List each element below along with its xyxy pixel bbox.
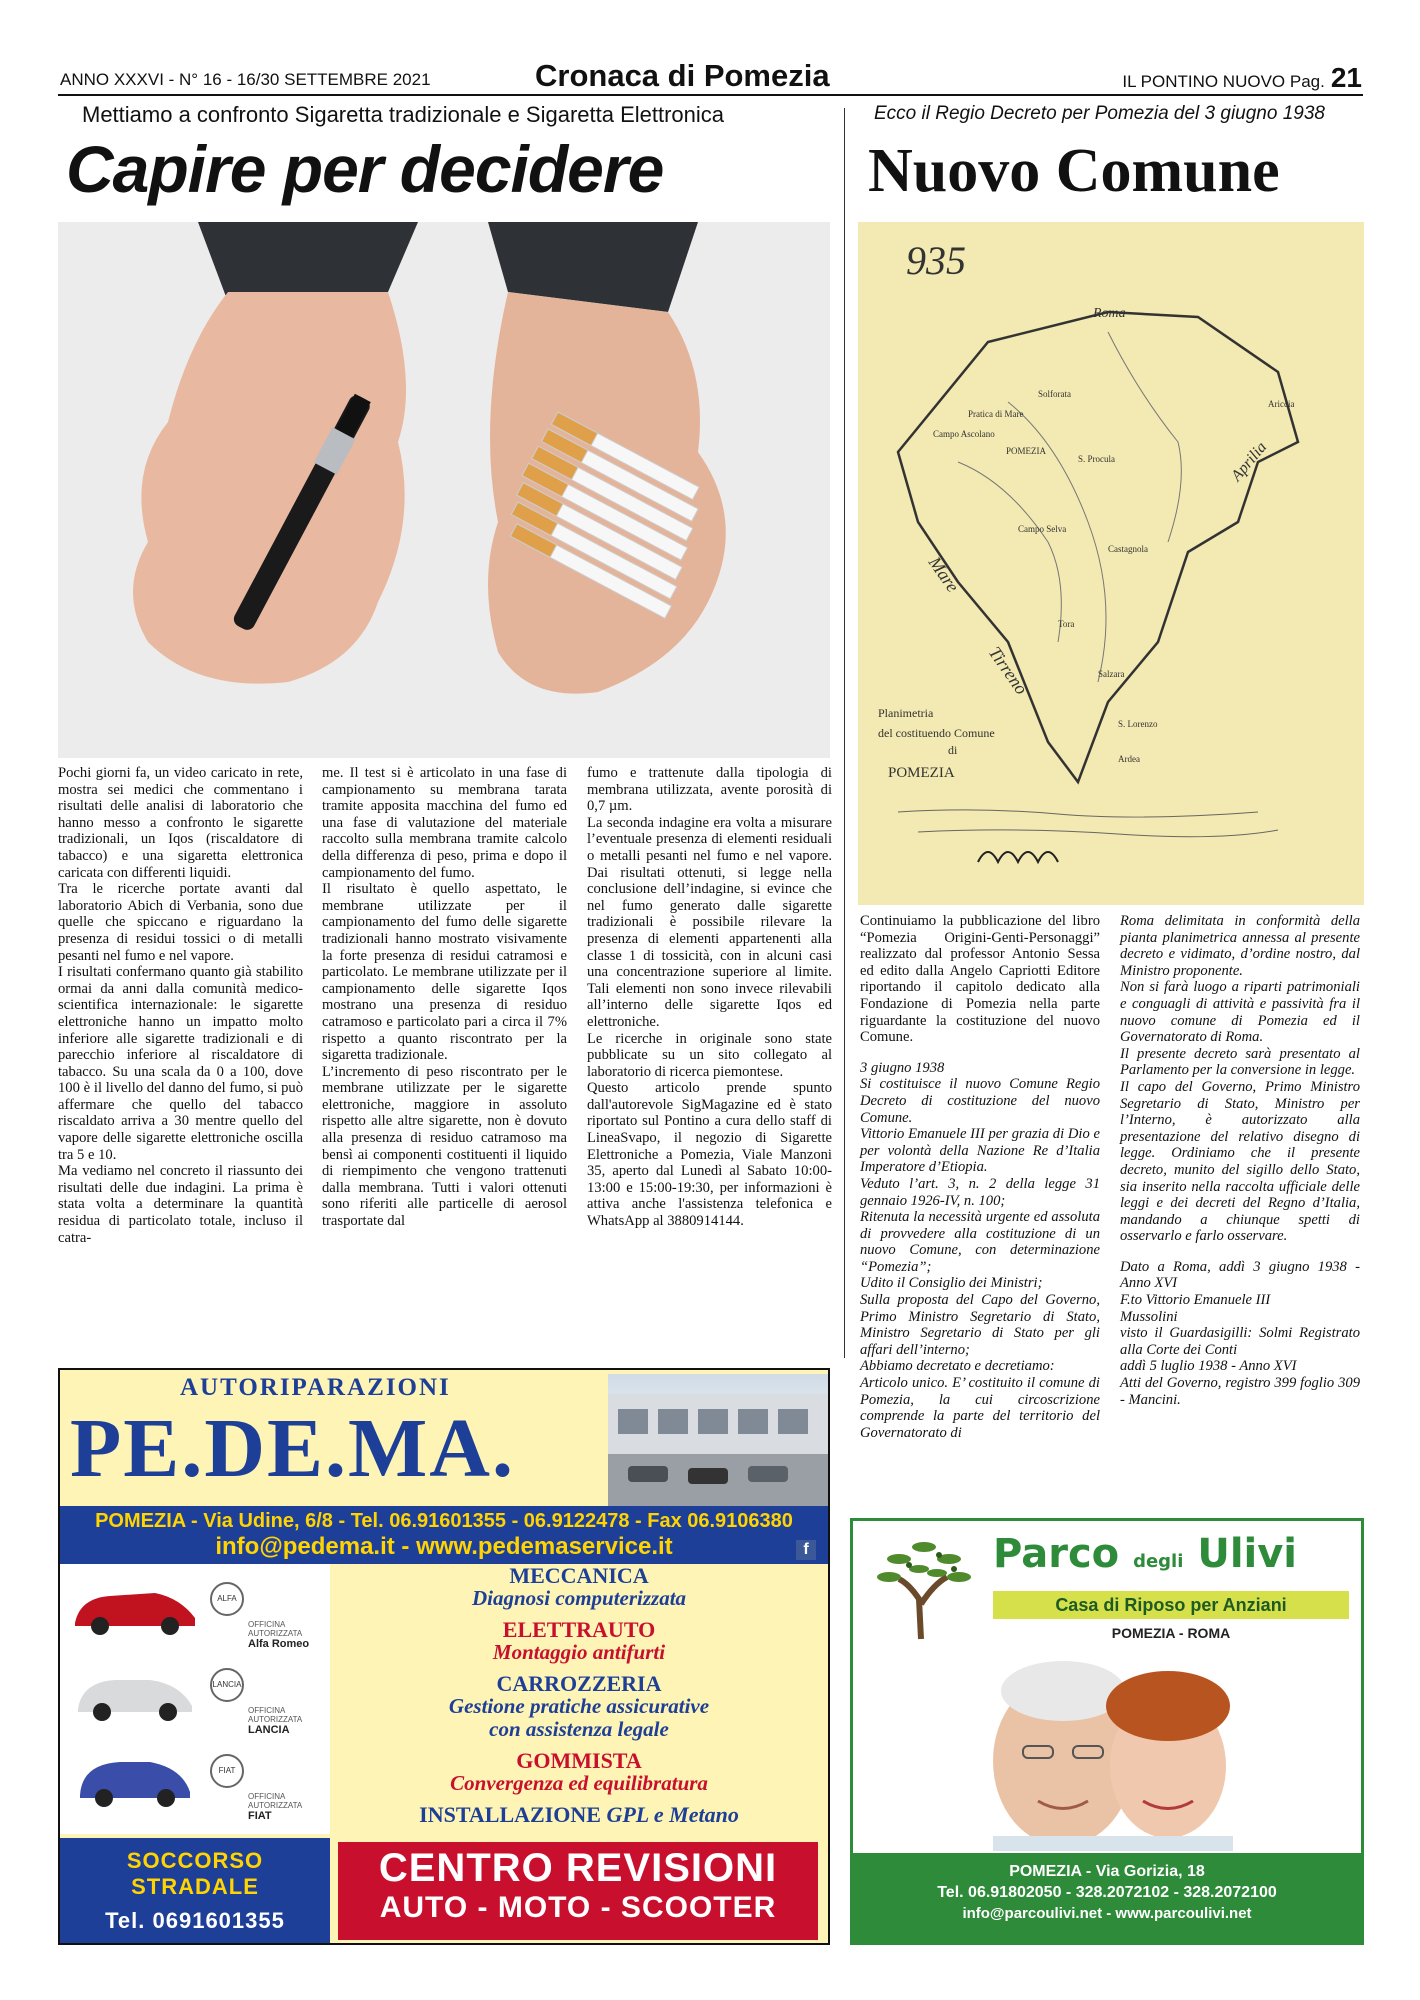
paragraph: Veduto l’art. 3, n. 2 della legge 31 gennaio 1926-IV, n. 100; <box>860 1175 1100 1209</box>
paragraph: I risultati confermano quanto già stabilito ormai da anni dalla comunità medico-scientifica internazionale: le sigarette elettroniche hanno un impatto molto inferiore alle sigarette tradizionali e di parecchio inferiore al riscaldatore di tabacco. Su una scala da 0 a 100, dove 100 è il livello del danno del fumo, si può affermare che quello del tabacco riscaldato arriva a 30 mentre quello del vapore delle sigarette elettroniche oscilla tra 5 e 10. <box>58 964 303 1163</box>
dealer-brand: Alfa Romeo <box>248 1638 310 1650</box>
gpl-italic: GPL e Metano <box>606 1802 739 1827</box>
map-place: Pratica di Mare <box>968 409 1024 419</box>
left-kicker: Mettiamo a confronto Sigaretta tradizionale e Sigaretta Elettronica <box>82 102 725 127</box>
paragraph: F.to Vittorio Emanuele III <box>1120 1292 1271 1309</box>
spacer <box>1120 1245 1360 1259</box>
paragraph: Il risultato è quello aspettato, le membrane utilizzate per il campionamento del fumo delle sigarette tradizionali hanno mostrato visivamente la forte presenza di residui catramosi e particolato. Le membrane utilizzate per il campionamento delle sigarette Iqos mostrano una presenza di residuo catramoso e particolato pari a circa il 7% rispetto a quanto riscontrato per la sigaretta tradizionale. <box>322 881 567 1064</box>
parco-web[interactable]: info@parcoulivi.net - www.parcoulivi.net <box>962 1905 1252 1922</box>
parco-name-a: Parco <box>993 1531 1134 1577</box>
dealer-line: OFFICINA AUTORIZZATA <box>248 1706 303 1724</box>
map-number: 935 <box>906 238 966 283</box>
right-headline: Nuovo Comune <box>868 137 1280 205</box>
elderly-couple-photo <box>913 1651 1313 1851</box>
lancia-logo: LANCIA <box>210 1668 244 1702</box>
revisioni-sub: AUTO - MOTO - SCOOTER <box>379 1891 777 1924</box>
header-rule <box>58 94 1363 96</box>
map-place: Solforata <box>1038 389 1071 399</box>
paragraph: Udito il Consiglio dei Ministri; <box>860 1275 1043 1292</box>
dealer-label <box>248 1706 328 1736</box>
map-place: S. Procula <box>1078 454 1115 464</box>
facebook-icon[interactable]: f <box>796 1540 816 1560</box>
historic-map <box>858 222 1364 905</box>
paragraph: Le ricerche in originale sono state pubblicate su un sito collegato al laboratorio di ricerca piemontese. <box>587 1030 832 1080</box>
spacer <box>860 1046 1100 1060</box>
parco-contacts <box>853 1853 1361 1942</box>
paragraph: Mussolini <box>1120 1308 1178 1325</box>
map-aprilia: Aprilia <box>1228 438 1271 485</box>
paragraph: Roma delimitata in conformità della pianta planimetrica annessa al presente decreto e vidimato, d’ordine nostro, dal Ministro proponente. <box>1120 913 1360 979</box>
paragraph: visto il Guardasigilli: Solmi Registrato alla Corte dei Conti <box>1120 1325 1360 1358</box>
lancia-car-icon <box>70 1664 200 1724</box>
map-title-2: del costituendo Comune <box>878 726 995 740</box>
paragraph: Si costituisce il nuovo Comune Regio Decreto di costituzione del nuovo Comune. <box>860 1076 1100 1126</box>
paragraph: Ritenuta la necessità urgente ed assoluta di provvedere alla costituzione di un nuovo Comune, con determinazione “Pomezia”; <box>860 1209 1100 1275</box>
map-title-1: Planimetria <box>878 706 934 720</box>
pedema-top <box>60 1370 828 1506</box>
right-col-2 <box>1120 913 1360 1408</box>
parco-name <box>993 1531 1297 1577</box>
revisioni-title: CENTRO REVISIONI <box>378 1846 778 1890</box>
parco-tagline: Casa di Riposo per Anziani <box>993 1591 1349 1619</box>
paper-title: IL PONTINO NUOVO Pag. <box>1122 72 1325 91</box>
left-headline: Capire per decidere <box>66 132 664 206</box>
cigarette-photo <box>58 222 830 758</box>
parco-name-c: Ulivi <box>1183 1531 1298 1577</box>
soccorso-phone[interactable]: Tel. 0691601355 <box>105 1908 285 1933</box>
service-heading: CARROZZERIA <box>496 1671 662 1696</box>
pedema-web[interactable]: info@pedema.it - www.pedemaservice.it <box>215 1533 673 1560</box>
dealer-label <box>248 1620 328 1650</box>
parco-address: POMEZIA - Via Gorizia, 18 <box>1009 1863 1205 1880</box>
parco-city: POMEZIA - ROMA <box>1111 1625 1231 1641</box>
service-heading: ELETTRAUTO <box>502 1617 656 1642</box>
paragraph: fumo e trattenute dalla tipologia di membrana utilizzata, avente porosità di 0,7 µm. <box>587 765 832 815</box>
section-title: Cronaca di Pomezia <box>535 58 830 93</box>
paragraph: Sulla proposta del Capo del Governo, Primo Ministro Segretario di Stato, Ministro Segretario di Stato per gli affari dell’interno; <box>860 1292 1100 1358</box>
garage-illustration <box>608 1374 828 1506</box>
paragraph: Pochi giorni fa, un video caricato in rete, mostra sei medici che commentano i risultati delle analisi di laboratorio che hanno messo a confronto le sigarette tradizionali, un Iqos (riscaldatore di tabacco) e una sigaretta elettronica caricata con differenti liquidi. <box>58 765 303 881</box>
alfa-car-icon <box>70 1578 200 1638</box>
pedema-brand: PE.DE.MA. <box>70 1402 515 1495</box>
service-detail: Montaggio antifurti <box>492 1640 666 1664</box>
map-place: Campo Selva <box>1018 524 1067 534</box>
parco-ad[interactable] <box>850 1518 1364 1945</box>
paragraph: Questo articolo prende spunto dall'autorevole SigMagazine ed è stato riportato sul Pontino a cura dello staff di LineaSvapo, il negozio di Sigarette Elettroniche a Pomezia, Viale Manzoni 35, aperto dal Lunedì al Sabato 10:00-13:00 e 15:00-19:30, per informazioni è attiva anche l'assistenza telefonica e WhatsApp al 3880914144. <box>587 1080 832 1230</box>
parco-phones[interactable]: Tel. 06.91802050 - 328.2072102 - 328.2072100 <box>937 1884 1277 1901</box>
service-detail: Diagnosi computerizzata <box>471 1586 687 1610</box>
paragraph: Il presente decreto sarà presentato al Parlamento per la conversione in legge. <box>1120 1045 1360 1079</box>
pedema-address: POMEZIA - Via Udine, 6/8 - Tel. 06.91601355 - 06.9122478 - Fax 06.9106380 <box>95 1510 793 1532</box>
map-place: Salzara <box>1098 669 1125 679</box>
map-mare: Mare <box>924 552 964 596</box>
right-kicker: Ecco il Regio Decreto per Pomezia del 3 giugno 1938 <box>874 103 1325 124</box>
parco-name-b: degli <box>1133 1551 1184 1572</box>
paper-name <box>1122 62 1362 94</box>
page-number: 21 <box>1330 62 1362 93</box>
dealer-label <box>248 1792 328 1822</box>
pedema-subtitle: AUTORIPARAZIONI <box>180 1374 451 1401</box>
services-list <box>330 1564 828 1826</box>
service-detail: Gestione pratiche assicurative <box>448 1694 710 1718</box>
paragraph: Continuiamo la pubblicazione del libro “Pomezia Origini-Genti-Personaggi” realizzato dal professor Antonio Sessa ed edito dalla Angelo Capriotti Editore riportando il capitolo dedicato alla Fondazione di Pomezia nella parte riguardante la costituzione del nuovo Comune. <box>860 913 1100 1046</box>
map-place: Ariccia <box>1268 399 1295 409</box>
map-place: POMEZIA <box>1006 446 1046 456</box>
service-detail: con assistenza legale <box>489 1717 669 1741</box>
garage-photo <box>608 1374 828 1506</box>
left-col-3 <box>587 765 832 1230</box>
left-col-1 <box>58 765 303 1246</box>
paragraph: Ma vediamo nel concreto il riassunto dei risultati delle due indagini. La prima è stata volta a determinare la quantità residua di particolato totale, incluso il catra- <box>58 1163 303 1246</box>
paragraph: Dato a Roma, addì 3 giugno 1938 - Anno XVI <box>1120 1258 1360 1292</box>
left-col-2 <box>322 765 567 1230</box>
map-tirreno: Tirreno <box>984 642 1032 699</box>
gpl-line <box>330 1803 828 1826</box>
paragraph: Articolo unico. E’ costituito il comune di Pomezia, la cui circoscrizione comprende la parte del territorio del Governatorato di <box>860 1375 1100 1441</box>
revisioni-box <box>338 1842 818 1940</box>
pedema-ad[interactable] <box>58 1368 830 1945</box>
paragraph: L’incremento di peso riscontrato per le membrane utilizzate per le sigarette elettroniche, maggiore in assoluto rispetto alle altre sigarette, non è dovuto alla presenza di residuo catramoso ma bensì ai componenti costituenti il liquido di riempimento che vengono trattenuti dalla membrana. Tutti i valori ottenuti sono riferiti alle particelle di aerosol trasportate dal <box>322 1063 567 1230</box>
dealer-list <box>60 1564 330 1834</box>
paragraph: Abbiamo decretato e decretiamo: <box>860 1358 1055 1375</box>
pedema-contacts <box>60 1506 828 1564</box>
paragraph: me. Il test si è articolato in una fase di campionamento su membrana tarata tramite apposita macchina del fumo ed una fase di valutazione del materiale raccolto sulla membrana tramite calcolo della differenza di peso, prima e dopo il campionamento del fumo. <box>322 765 567 881</box>
column-divider <box>844 108 845 1358</box>
paragraph: La seconda indagine era volta a misurare l’eventuale presenza di elementi residuali o metalli pesanti nel fumo e nel vapore. Dai risultati ottenuti, si legge nella conclusione dell’indagine, si evince che nel fumo generato dalle sigarette tradizionali è possibile rilevare la presenza di elementi appartenenti alla classe 1 di tossicità, con in alcuni casi una concentrazione superiore al limite. Tali elementi non sono invece rilevabili all’interno delle sigarette Iqos ed elettroniche. <box>587 814 832 1030</box>
paragraph: Tra le ricerche portate avanti dal laboratorio Abich di Verbania, sono due quelle che spiccano e riguardano la presenza di residui tossici o di metalli pesanti nel fumo e nel vapore. <box>58 881 303 964</box>
map-title-3: di <box>948 743 958 757</box>
paragraph: Non si farà luogo a riparti patrimoniali e conguagli di attività e passività fra il nuovo comune di Pomezia ed il Governatorato di Roma. <box>1120 979 1360 1046</box>
gpl-prefix: INSTALLAZIONE <box>419 1802 607 1827</box>
right-col-1 <box>860 913 1100 1441</box>
paragraph: addì 5 luglio 1938 - Anno XVI <box>1120 1358 1297 1375</box>
paragraph: Vittorio Emanuele III per grazia di Dio e per volontà della Nazione Re d’Italia Imperatore d’Etiopia. <box>860 1126 1100 1176</box>
alfa-logo: ALFA <box>210 1582 244 1616</box>
paragraph: Atti del Governo, registro 399 foglio 309 - Mancini. <box>1120 1375 1360 1408</box>
soccorso-2: STRADALE <box>131 1874 259 1899</box>
service-detail: Convergenza ed equilibratura <box>450 1771 708 1795</box>
map-city: POMEZIA <box>888 765 955 781</box>
map-place: Castagnola <box>1108 544 1148 554</box>
fiat-car-icon <box>70 1750 200 1810</box>
issue-info: ANNO XXXVI - N° 16 - 16/30 SETTEMBRE 2021 <box>60 70 431 89</box>
map-place: S. Lorenzo <box>1118 719 1158 729</box>
map-roma: Roma <box>1093 306 1126 321</box>
dealer-brand: LANCIA <box>248 1724 290 1736</box>
fiat-logo: FIAT <box>210 1754 244 1788</box>
map-place: Ardea <box>1118 754 1140 764</box>
olive-tree-icon <box>869 1529 979 1644</box>
map-drawing <box>858 222 1364 905</box>
map-place: Campo Ascolano <box>933 429 995 439</box>
dealer-line: OFFICINA AUTORIZZATA <box>248 1620 303 1638</box>
map-place: Tora <box>1058 619 1075 629</box>
dealer-line: OFFICINA AUTORIZZATA <box>248 1792 303 1810</box>
hands-illustration <box>58 222 830 758</box>
paragraph: Il capo del Governo, Primo Ministro Segretario di Stato, Ministro per l’Interno, è autorizzato alla presentazione del relativo disegno di legge. Ordiniamo che il presente decreto, munito del sigillo dello Stato, sia inserito nella raccolta ufficiale delle leggi e dei decreti del Regno d’Italia, mandando a chiunque spetti di osservarlo e farlo osservare. <box>1120 1078 1360 1245</box>
paragraph: 3 giugno 1938 <box>860 1059 945 1076</box>
soccorso-1: SOCCORSO <box>126 1848 264 1873</box>
service-heading: MECCANICA <box>509 1563 649 1588</box>
dealer-brand: FIAT <box>248 1810 272 1822</box>
service-heading: GOMMISTA <box>516 1748 642 1773</box>
roadside-assist <box>60 1838 330 1943</box>
